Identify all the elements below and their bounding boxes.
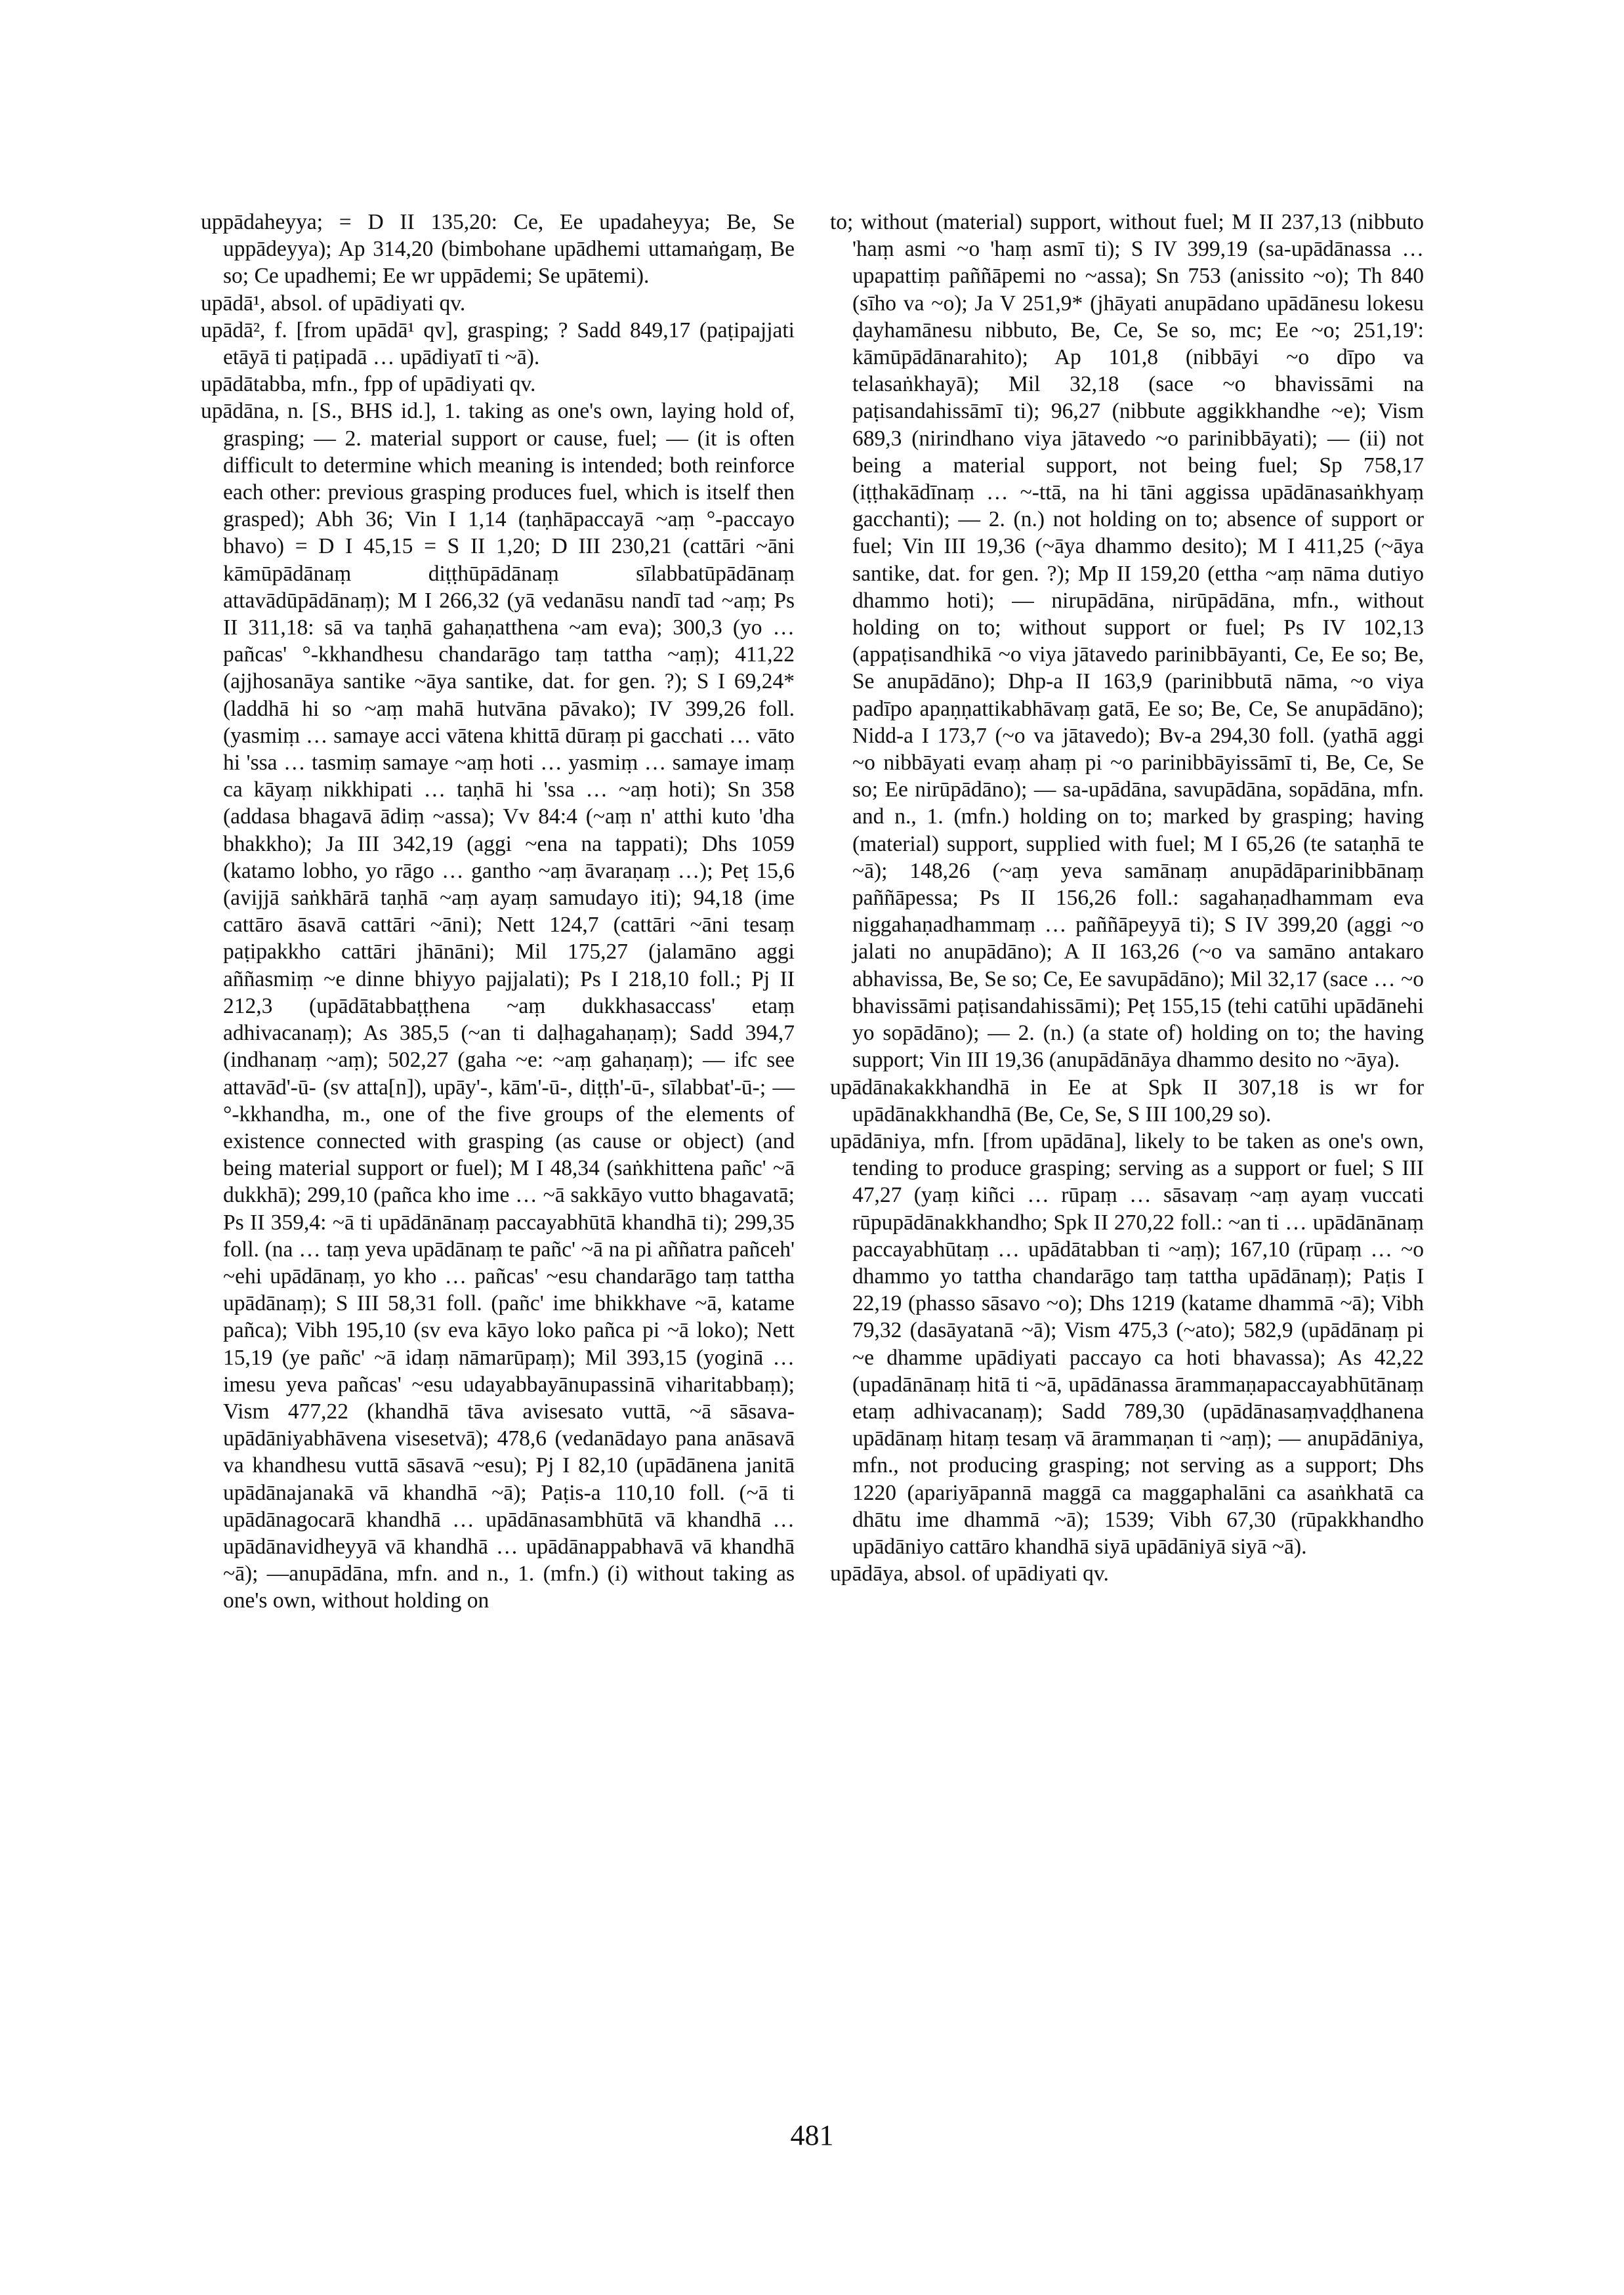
- entry: to; without (material) support, without fuel; M II 237,13 (nibbuto 'haṃ asmi ~o 'haṃ asmī ti); S IV 399,19 (sa-upādānassa … upapattiṃ paññāpemi no ~assa); Sn 753 (anissito ~o); Th 840 (sīho va ~o); Ja V 251,9* (jhāyati anupādano upādānesu lokesu ḍayhamānesu nibbuto, Be, Ce, Se so, mc; Ee ~o; 251,19': kāmūpādānarahito); Ap 101,8 (nibbāyi ~o dīpo va telasaṅkhayā); Mil 32,18 (sace ~o bhavissāmi na paṭisandahissāmī ti); 96,27 (nibbute aggikkhandhe ~e); Vism 689,3 (nirindhano viya jātavedo ~o parinibbāyati); — (ii) not being a material support, not being fuel; Sp 758,17 (iṭṭhakādīnaṃ … ~-ttā, na hi tāni aggissa upādānasaṅkhyaṃ gacchanti); — 2. (n.) not holding on to; absence of support or fuel; Vin III 19,36 (~āya dhammo desito); M I 411,25 (~āya santike, dat. for gen. ?); Mp II 159,20 (ettha ~aṃ nāma dutiyo dhammo hoti); — nirupādāna, nirūpādāna, mfn., without holding on to; without support or fuel; Ps IV 102,13 (appaṭisandhikā ~o viya jātavedo parinibbāyanti, Ce, Ee so; Be, Se anupādāno); Dhp-a II 163,9 (parinibbutā nāma, ~o viya padīpo apaṇṇattikabhāvaṃ gatā, Ee so; Be, Ce, Se anupādāno); Nidd-a I 173,7 (~o va jātavedo); Bv-a 294,30 foll. (yathā aggi ~o nibbāyati evaṃ ahaṃ pi ~o parinibbāyissāmī ti, Be, Ce, Se so; Ee nirūpādāno); — sa-upādāna, savupādāna, sopādāna, mfn. and n., 1. (mfn.) holding on to; marked by grasping; having (material) support, supplied with fuel; M I 65,26 (te sataṇhā te ~ā); 148,26 (~aṃ yeva samānaṃ anupādāparinibbānaṃ paññāpessa; Ps II 156,26 foll.: sagahaṇadhammam eva niggahaṇadhammaṃ … paññāpeyyā ti); S IV 399,20 (aggi ~o jalati no anupādāno); A II 163,26 (~o va samāno antakaro abhavissa, Be, Se so; Ce, Ee savupādāno); Mil 32,17 (sace … ~o bhavissāmi paṭisandahissāmi); Peṭ 155,15 (tehi catūhi upādānehi yo sopādāno); — 2. (n.) (a state of) holding on to; the having support; Vin III 19,36 (anupādānāya dhammo desito no ~āya).: [830, 210, 1424, 1073]
- right-column: [830, 209, 1424, 1587]
- entry: upādāya, absol. of upādiyati qv.: [830, 1561, 1109, 1586]
- entry: uppādaheyya; = D II 135,20: Ce, Ee upadaheyya; Be, Se uppādeyya); Ap 314,20 (bimbohane upādhemi uttamaṅgaṃ, Be so; Ce upadhemi; Ee wr uppādemi; Se upātemi).: [201, 210, 795, 289]
- left-column: [201, 209, 795, 1615]
- entry: upādānakakkhandhā in Ee at Spk II 307,18 is wr for upādānakkhandhā (Be, Ce, Se, S III 100,29 so).: [830, 1075, 1424, 1127]
- entry: upādāniya, mfn. [from upādāna], likely to be taken as one's own, tending to produce grasping; serving as a support or fuel; S III 47,27 (yaṃ kiñci … rūpaṃ … sāsavaṃ ~aṃ ayaṃ vuccati rūpupādānakkhandho; Spk II 270,22 foll.: ~an ti … upādānānaṃ paccayabhūtaṃ … upādātabban ti ~aṃ); 167,10 (rūpaṃ … ~o dhammo yo tattha chandarāgo taṃ tattha upādānaṃ); Paṭis I 22,19 (phasso sāsavo ~o); Dhs 1219 (katame dhammā ~ā); Vibh 79,32 (dasāyatanā ~ā); Vism 475,3 (~ato); 582,9 (upādānaṃ pi ~e dhamme upādiyati paccayo ca hoti bhavassa); As 42,22 (upadānānaṃ hitā ti ~ā, upādānassa ārammaṇapaccayabhūtānaṃ etaṃ adhivacanaṃ); Sadd 789,30 (upādānasaṃvaḍḍhanena upādānaṃ hitaṃ tesaṃ vā ārammaṇan ti ~aṃ); — anupādāniya, mfn., not producing grasping; not serving as a support; Dhs 1220 (apariyāpannā maggā ca maggaphalāni ca asaṅkhatā ca dhātu ime dhammā ~ā); 1539; Vibh 67,30 (rūpakkhandho upādāniyo cattāro khandhā siyā upādāniyā siyā ~ā).: [830, 1128, 1424, 1559]
- entry: upādāna, n. [S., BHS id.], 1. taking as one's own, laying hold of, grasping; — 2. material support or cause, fuel; — (it is often difficult to determine which meaning is intended; both reinforce each other: previous grasping produces fuel, which is itself then grasped); Abh 36; Vin I 1,14 (taṇhāpaccayā ~aṃ °-paccayo bhavo) = D I 45,15 = S II 1,20; D III 230,21 (cattāri ~āni kāmūpādānaṃ diṭṭhūpādānaṃ sīlabbatūpādānaṃ attavādūpādānaṃ); M I 266,32 (yā vedanāsu nandī tad ~aṃ; Ps II 311,18: sā va taṇhā gahaṇatthena ~am eva); 300,3 (yo … pañcas' °-kkhandhesu chandarāgo taṃ tattha ~aṃ); 411,22 (ajjhosanāya santike ~āya santike, dat. for gen. ?); S I 69,24* (laddhā hi so ~aṃ mahā hutvāna pāvako); IV 399,26 foll. (yasmiṃ … samaye acci vātena khittā dūraṃ pi gacchati … vāto hi 'ssa … tasmiṃ samaye ~aṃ hoti … yasmiṃ … samaye imaṃ ca kāyaṃ nikkhipati … taṇhā hi 'ssa … ~aṃ hoti); Sn 358 (addasa bhagavā ādiṃ ~assa); Vv 84:4 (~aṃ n' atthi kuto 'dha bhakkho); Ja III 342,19 (aggi ~ena na tappati); Dhs 1059 (katamo lobho, yo rāgo … gantho ~aṃ āvaraṇaṃ …); Peṭ 15,6 (avijjā saṅkhārā taṇhā ~aṃ ayaṃ samudayo iti); 94,18 (ime cattāro āsavā cattāri ~āni); Nett 124,7 (cattāri ~āni tesaṃ paṭipakkho cattāri jhānāni); Mil 175,27 (jalamāno aggi aññasmiṃ ~e dinne bhiyyo pajjalati); Ps I 218,10 foll.; Pj II 212,3 (upādātabbaṭṭhena ~aṃ dukkhasaccass' etaṃ adhivacanaṃ); As 385,5 (~an ti daḷhagahaṇaṃ); Sadd 394,7 (indhanaṃ ~aṃ); 502,27 (gaha ~e: ~aṃ gahaṇaṃ); — ifc see attavād'-ū- (sv atta[n]), upāy'-, kām'-ū-, diṭṭh'-ū-, sīlabbat'-ū-; —°-kkhandha, m., one of the five groups of the elements of existence connected with grasping (as cause or object) (and being material support or fuel); M I 48,34 (saṅkhittena pañc' ~ā dukkhā); 299,10 (pañca kho ime … ~ā sakkāyo vutto bhagavatā; Ps II 359,4: ~ā ti upādānānaṃ paccayabhūtā khandhā ti); 299,35 foll. (na … taṃ yeva upādānaṃ te pañc' ~ā na pi aññatra pañceh' ~ehi upādānaṃ, yo kho … pañcas' ~esu chandarāgo taṃ tattha upādānaṃ); S III 58,31 foll. (pañc' ime bhikkhave ~ā, katame pañca); Vibh 195,10 (sv eva kāyo loko pañca pi ~ā loko); Nett 15,19 (ye pañc' ~ā idaṃ nāmarūpaṃ); Mil 393,15 (yoginā … imesu yeva pañcas' ~esu udayabbayānupassinā viharitabbaṃ); Vism 477,22 (khandhā tāva avisesato vuttā, ~ā sāsava-upādāniyabhāvena visesetvā); 478,6 (vedanādayo pana anāsavā va khandhesu vuttā sāsavā ~esu); Pj I 82,10 (upādānena janitā upādānajanakā vā khandhā ~ā); Paṭis-a 110,10 foll. (~ā ti upādānagocarā khandhā … upādānasambhūtā vā khandhā … upādānavidheyyā vā khandhā … upādānappabhavā vā khandhā ~ā); —anupādāna, mfn. and n., 1. (mfn.) (i) without taking as one's own, without holding on: [201, 399, 795, 1613]
- page-number: 481: [790, 2119, 834, 2151]
- entry: upādātabba, mfn., fpp of upādiyati qv.: [201, 372, 536, 397]
- entry: upādā², f. [from upādā¹ qv], grasping; ? Sadd 849,17 (paṭipajjati etāyā ti paṭipadā … upādiyatī ti ~ā).: [201, 318, 795, 370]
- entry: upādā¹, absol. of upādiyati qv.: [201, 291, 466, 316]
